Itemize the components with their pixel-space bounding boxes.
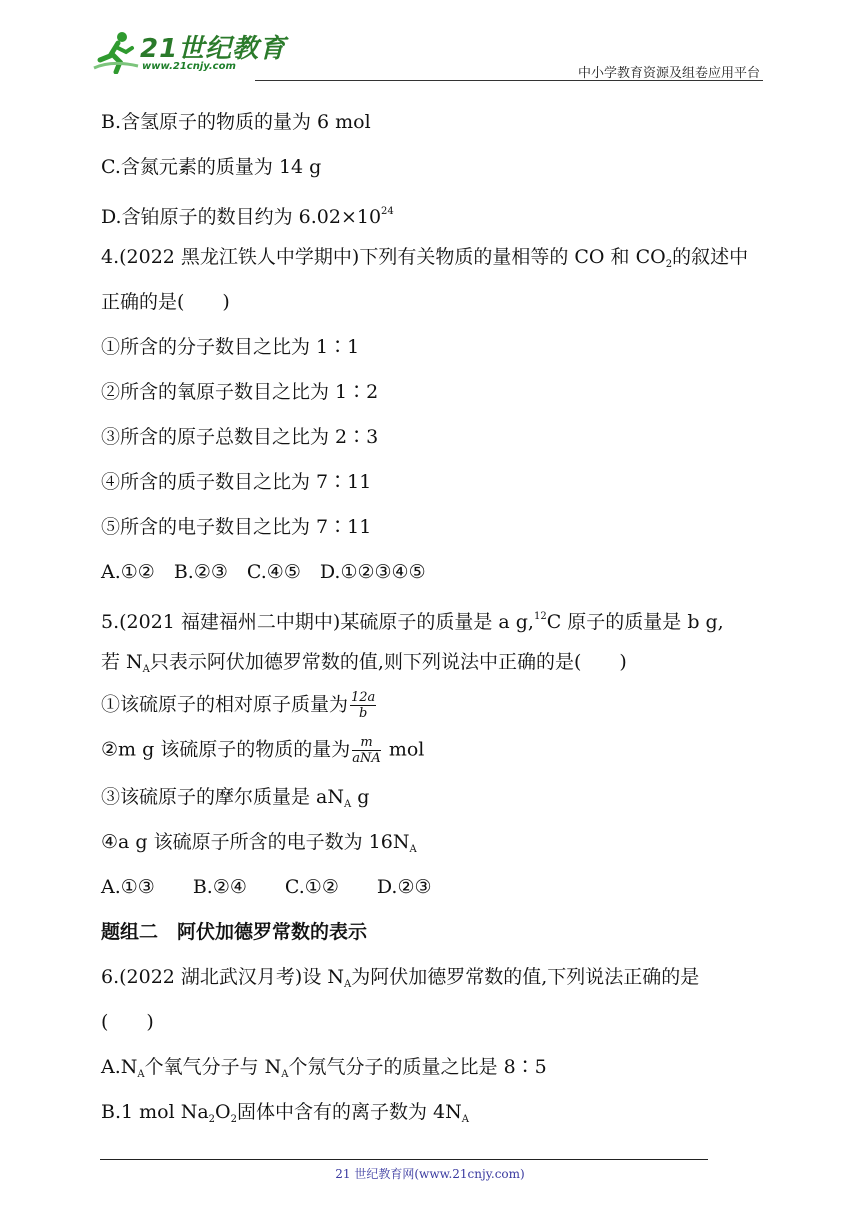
footer-divider	[100, 1159, 708, 1160]
runner-logo-icon	[92, 30, 140, 74]
question-6-stem: 6.(2022 湖北武汉月考)设 $N_A$为阿伏加德罗常数的值,下列说法正确的是	[101, 966, 700, 990]
q5-statement-1: ①该硫原子的相对原子质量为 $\frac{12a}{b}$	[101, 690, 376, 721]
page-header	[0, 0, 860, 90]
question-5-stem: 5.(2021 福建福州二中期中)某硫原子的质量是 a g,$^{12}$C 原子的质量是 b g,	[101, 611, 724, 633]
question-5-stem-cont: 若 $N_A$只表示阿伏加德罗常数的值,则下列说法中正确的是( )	[101, 651, 627, 675]
fraction-m-over-ana: $\frac{m}{\text{aNA}}$	[352, 735, 381, 766]
question-6-stem-cont: ( )	[101, 1011, 154, 1033]
q5-statement-4: ④a g 该硫原子所含的电子数为 $16N_A$	[101, 831, 417, 855]
fraction-12a-over-b: $\frac{12a}{b}$	[351, 690, 376, 721]
question-4-stem-cont: 正确的是( )	[101, 291, 230, 313]
q4-statement-4: ④所含的质子数目之比为 7∶11	[101, 471, 372, 493]
logo-text: 21世纪教育	[140, 34, 287, 64]
question-4-stem: 4.(2022 黑龙江铁人中学期中)下列有关物质的量相等的 CO 和 $CO_2$的叙述中	[101, 246, 749, 270]
option-c-line: C.含氮元素的质量为 14 g	[101, 156, 322, 178]
q4-statement-1: ①所含的分子数目之比为 1∶1	[101, 336, 360, 358]
footer-link[interactable]: 21 世纪教育网(www.21cnjy.com)	[335, 1167, 525, 1181]
q4-statement-3: ③所含的原子总数目之比为 2∶3	[101, 426, 379, 448]
platform-title: 中小学教育资源及组卷应用平台	[577, 66, 760, 81]
logo-url: www.21cnjy.com	[142, 61, 236, 72]
option-b-line: B.含氢原子的物质的量为 6 mol	[101, 111, 371, 133]
q6-option-a: $A.N_A$个氧气分子与 $N_A$个氖气分子的质量之比是 8∶5	[101, 1056, 547, 1080]
section-heading: 题组二 阿伏加德罗常数的表示	[101, 921, 368, 943]
q5-options: A.①③ B.②④ C.①② D.②③	[101, 876, 432, 898]
header-divider	[255, 80, 763, 81]
q4-options: A.①② B.②③ C.④⑤ D.①②③④⑤	[101, 561, 426, 583]
q4-statement-2: ②所含的氧原子数目之比为 1∶2	[101, 381, 379, 403]
q4-statement-5: ⑤所含的电子数目之比为 7∶11	[101, 516, 372, 538]
q6-option-b: B.1 mol $Na_2O_2$固体中含有的离子数为 $4N_A$	[101, 1101, 469, 1125]
q5-statement-3: ③该硫原子的摩尔质量是 $aN_A$ g	[101, 786, 370, 810]
q5-statement-2: ②m g 该硫原子的物质的量为 $\frac{m}{\text{aNA}}$ mol	[101, 735, 425, 766]
option-d-line: D.含铂原子的数目约为 $6.02\times 10^{24}$	[101, 206, 394, 228]
site-logo[interactable]	[92, 30, 287, 78]
